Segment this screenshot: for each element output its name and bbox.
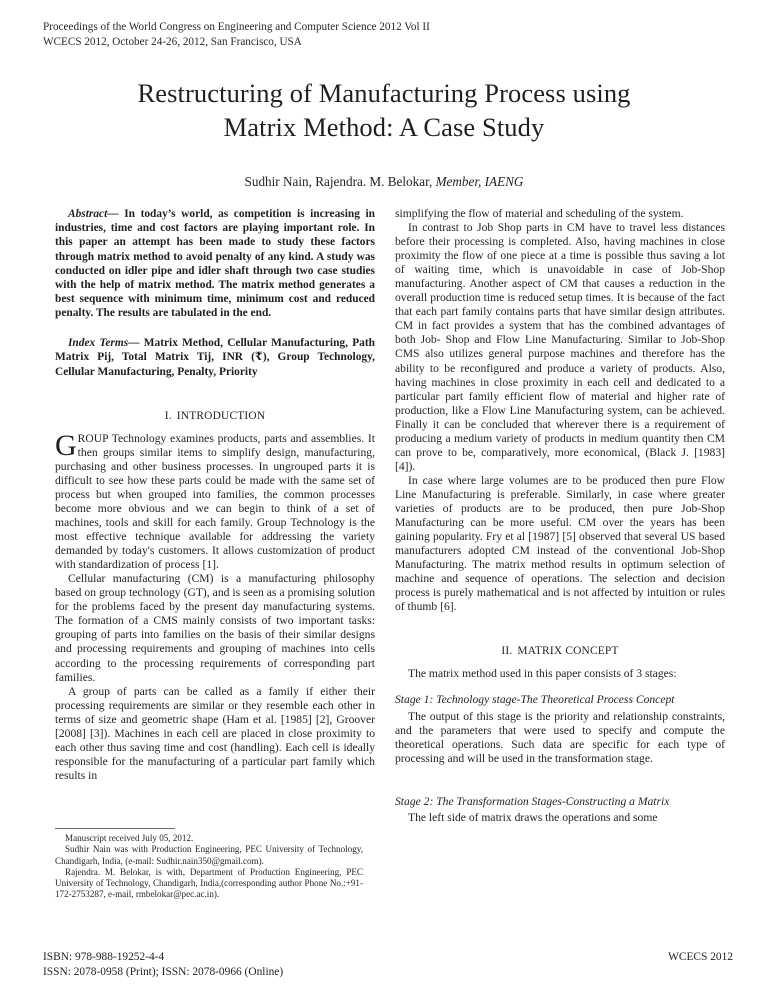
author-membership: Member, IAENG — [435, 174, 524, 189]
footnote-line-2: Sudhir Nain was with Production Engineering, PEC University of Technology, Chandigarh, India, (e-mail: Sudhir.nain350@gmail.com). — [55, 844, 363, 866]
intro-paragraph-6: In case where large volumes are to be produced then pure Flow Line Manufacturing is preferable. Similarly, in case where greater varieties of products are to be produced, then pure Job-Shop Manufacturing can be more useful. CM over the years has been gaining popularity. Fry et al [1987] [5] observed that several US based manufacturers adopted CM instead of the conventional Job-Shop Manufacturing. The matrix method results in optimum selection of machine and sequence of operations. The selection and decision process is purely mathematical and is not affected by intuition or rules of thumb [6]. — [395, 473, 725, 614]
stage-1-body: The output of this stage is the priority and relationship constraints, and the parameters that were used to specify and compute the theoretical operations. Such data are specific for each type of processing and will be used in the transformation stage. — [395, 709, 725, 765]
intro-paragraph-4-continued: simplifying the flow of material and scheduling of the system. — [395, 207, 684, 220]
author-names: Sudhir Nain, Rajendra. M. Belokar, — [244, 174, 436, 189]
footnote-line-1: Manuscript received July 05, 2012. — [65, 833, 194, 843]
running-header — [43, 20, 733, 49]
section-number-matrix-concept: II. — [501, 645, 513, 658]
stage-2-body: The left side of matrix draws the operations and some — [408, 811, 658, 825]
footer-identifiers — [43, 950, 283, 980]
abstract-paragraph — [55, 207, 375, 321]
section-heading-introduction — [55, 409, 375, 423]
intro-paragraph-1 — [55, 428, 375, 572]
drop-cap-letter: G — [55, 428, 77, 462]
index-terms-body: Matrix Method, Cellular Manufacturing, Path Matrix Pij, Total Matrix Tij, INR (₹), Group Technology, Cellular Manufacturing, Penalty, Priority — [55, 337, 375, 378]
section-title-matrix-concept: MATRIX CONCEPT — [517, 645, 619, 658]
index-terms-label: Index Terms— — [68, 337, 140, 350]
footnote-line-3: Rajendra. M. Belokar, is with, Department of Production Engineering, PEC University of Technology, Chandigarh, India,(corresponding author Phone No.:+91-172-2753287, e-mail, rmbelokar@pec.ac.in). — [55, 866, 363, 900]
paper-title-line1: Restructuring of Manufacturing Process using — [137, 78, 631, 108]
section-heading-matrix-concept — [395, 644, 725, 658]
paper-title — [64, 76, 704, 144]
title-block — [64, 76, 704, 190]
author-line — [64, 173, 704, 190]
footnote-block — [55, 828, 363, 901]
section-number-introduction: I. — [164, 409, 172, 422]
page-footer — [43, 950, 733, 980]
left-column — [55, 207, 375, 783]
footnote-rule — [55, 828, 175, 829]
body-columns — [43, 207, 725, 932]
matrix-concept-intro: The matrix method used in this paper consists of 3 stages: — [408, 667, 677, 681]
section-title-introduction: INTRODUCTION — [176, 409, 266, 422]
intro-paragraph-1-text: ROUP Technology examines products, parts and assemblies. It then groups similar items to simplify design, manufacturing, purchasing and other business processes. In ungrouped parts it is difficult to see how these parts could be made with the same set of process but when grouped into families, the common processes become more obvious and we can begin to think of a set of machines, tools and skill for each family. Group Technology is the most effective technique available for addressing the variety demanded by today's customers. It allows customization of product with standardization of process [1]. — [55, 431, 375, 572]
running-header-line2: WCECS 2012, October 24-26, 2012, San Francisco, USA — [43, 35, 302, 48]
stage-2-heading: Stage 2: The Transformation Stages-Constructing a Matrix — [395, 794, 670, 808]
footer-conference: WCECS 2012 — [668, 951, 733, 963]
paper-title-line2: Matrix Method: A Case Study — [223, 112, 545, 142]
footer-issn: ISSN: 2078-0958 (Print); ISSN: 2078-0966 (Online) — [43, 966, 284, 978]
abstract-label: Abstract— — [68, 208, 119, 220]
intro-paragraph-2: Cellular manufacturing (CM) is a manufacturing philosophy based on group technology (GT), and is seen as a promising solution for the problems faced by the present day manufacturing systems. The formation of a CMS mainly consists of two important tasks: grouping of parts into families on the basis of their similar designs and processing requirements and grouping of machines into cells according to the processing requirements of corresponding part families. — [55, 572, 375, 684]
stage-1-heading: Stage 1: Technology stage-The Theoretical Process Concept — [395, 693, 675, 707]
footer-isbn: ISBN: 978-988-19252-4-4 — [43, 951, 165, 963]
index-terms-paragraph — [55, 336, 375, 379]
right-column — [395, 207, 725, 825]
running-header-line1: Proceedings of the World Congress on Engineering and Computer Science 2012 Vol II — [43, 21, 430, 33]
abstract-body: In today’s world, as competition is increasing in industries, time and cost factors are playing important role. In this paper an attempt has been made to study these factors through matrix method to avoid penalty of any kind. A study was conducted on idler pipe and idler shaft through two case studies with the help of matrix method. The matrix method generates a best sequence with minimum time, minimum cost and reduced penalty. The results are tabulated in the end. — [55, 208, 375, 320]
intro-paragraph-5: In contrast to Job Shop parts in CM have to travel less distances before their processing is completed. Also, having machines in close proximity the flow of one piece at a time is possible thus saving a lot of waiting time, which is unavoidable in case of Job-Shop manufacturing. Another aspect of CM that causes a reduction in the overall production time is reduced setup times. It is because of the fact that each part family contains parts that have similar design attributes. CM in fact provides a system that has the combined advantages of both Job- Shop and Flow Line Manufacturing. Similar to Job-Shop CMS also utilizes general purpose machines and therefore has the ability to be reconfigured and produce a variety of products. Also, having machines in close proximity in each cell and dedicated to a particular part family efficient flow of material and higher rate of production, like a Flow Line Manufacturing system, can be achieved. Finally it can be concluded that wherever there is a requirement of producing a medium variety of products in medium quantity then CM can prove to be, comparatively, more economical, (Black J. [1983] [4]). — [395, 221, 725, 473]
intro-paragraph-3: A group of parts can be called as a family if either their processing requirements are similar or they resemble each other in terms of size and geometric shape (Ham et al. [1985] [2], Groover [2008] [3]). Machines in each cell are placed in close proximity to each other thus saving time and cost (handling). Each cell is ideally responsible for the manufacturing of a particular part family which results in — [55, 684, 375, 782]
